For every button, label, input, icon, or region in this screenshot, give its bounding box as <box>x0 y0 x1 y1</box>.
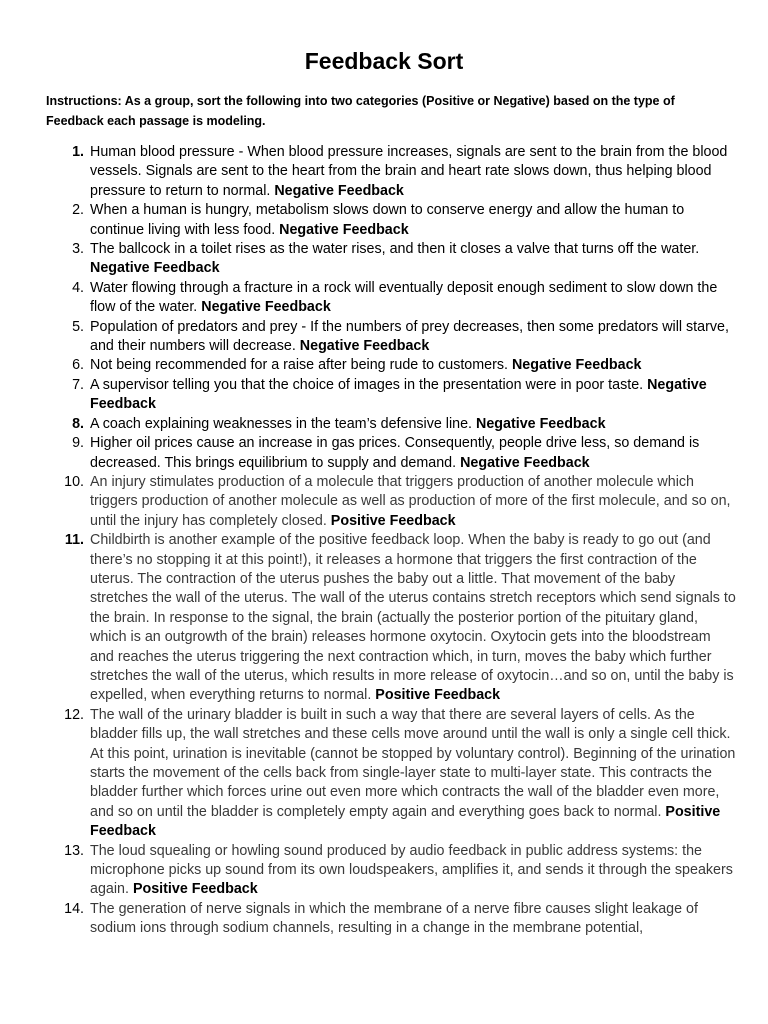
item-number: 11. <box>64 532 84 549</box>
list-item <box>46 376 736 415</box>
feedback-type-label: Negative Feedback <box>201 299 331 316</box>
item-text: Human blood pressure - When blood pressure increases, signals are sent to the brain from the blood vessels. Signals are sent to the heart from the brain and heart rate slows down, thus helping blood pressure to return to normal. <box>90 144 728 199</box>
item-number: 2. <box>72 202 84 219</box>
feedback-type-label: Negative Feedback <box>90 376 707 413</box>
item-number: 9. <box>72 435 84 452</box>
item-text: The ballcock in a toilet rises as the water rises, and then it closes a valve that turns off the water. <box>90 241 700 258</box>
item-text: Higher oil prices cause an increase in gas prices. Consequently, people drive less, so demand is decreased. This brings equilibrium to supply and demand. <box>90 435 700 471</box>
list-item <box>46 434 736 473</box>
feedback-type-label: Negative Feedback <box>299 338 430 355</box>
item-number: 1. <box>72 144 84 160</box>
item-text: The generation of nerve signals in which the membrane of a nerve fibre causes slight leakage of sodium ions through sodium channels, resulting in a change in the membrane potential, <box>90 900 698 937</box>
feedback-type-label: Positive Feedback <box>375 687 501 704</box>
feedback-type-label: Negative Feedback <box>476 415 606 432</box>
item-text: Population of predators and prey - If the numbers of prey decreases, then some predators will starve, and their numbers will decrease. <box>90 318 729 355</box>
item-text: An injury stimulates production of a molecule that triggers production of another molecule which triggers production of another molecule as well as production of more of the first molecule, and so on, until the injury has completely closed. <box>90 473 731 529</box>
item-number: 14. <box>64 900 84 917</box>
list-item <box>46 415 736 434</box>
item-number: 12. <box>64 706 84 723</box>
item-text: The loud squealing or howling sound produced by audio feedback in public address systems: the microphone picks up sound from its own loudspeakers, amplifies it, and sends it through the speakers again. <box>90 842 733 898</box>
list-item <box>46 706 736 842</box>
list-item <box>46 356 736 375</box>
feedback-type-label: Negative Feedback <box>274 182 404 199</box>
item-text: Not being recommended for a raise after being rude to customers. <box>90 357 512 374</box>
list-item <box>46 318 736 357</box>
list-item <box>46 279 736 318</box>
item-text: When a human is hungry, metabolism slows down to conserve energy and allow the human to continue living with less food. <box>90 202 685 238</box>
feedback-type-label: Positive Feedback <box>132 881 258 898</box>
list-item <box>46 143 736 201</box>
page-title: Feedback Sort <box>304 48 464 74</box>
item-number: 4. <box>72 279 84 296</box>
feedback-type-label: Negative Feedback <box>460 454 590 471</box>
feedback-type-label: Positive Feedback <box>90 803 721 840</box>
item-text: Water flowing through a fracture in a rock will eventually deposit enough sediment to slow down the flow of the water. <box>90 279 718 316</box>
item-number: 8. <box>72 415 84 432</box>
feedback-type-label: Negative Feedback <box>90 260 220 277</box>
feedback-type-label: Positive Feedback <box>330 512 456 529</box>
item-text: The wall of the urinary bladder is built in such a way that there are several layers of cells. As the bladder fills up, the wall stretches and these cells move around until the wall is only a single cell thick. At this point, urination is inevitable (cannot be stopped by voluntary control). Beginning of the urination starts the movement of the cells back from single-layer state to multi-layer state. This contracts the bladder further which forces urine out even more which contracts the wall of the bladder even more, and so on until the bladder is completely empty again and everything goes back to normal. <box>90 706 736 820</box>
list-item <box>46 473 736 531</box>
feedback-list <box>46 143 736 939</box>
list-item <box>46 531 736 706</box>
item-number: 5. <box>72 318 84 335</box>
list-item <box>46 201 736 240</box>
item-number: 7. <box>72 376 84 393</box>
item-number: 10. <box>64 473 84 490</box>
item-number: 6. <box>72 357 84 374</box>
item-text: A coach explaining weaknesses in the team’s defensive line. <box>90 415 476 432</box>
item-text: Childbirth is another example of the positive feedback loop. When the baby is ready to go out (and there’s no stopping it at this point!), it releases a hormone that triggers the first contraction of the uterus. The contraction of the uterus pushes the baby out a little. That movement of the baby stretches the wall of the uterus. The wall of the uterus contains stretch receptors which send signals to the brain. In response to the signal, the brain (actually the posterior portion of the pituitary gland, which is an outgrowth of the brain) releases hormone oxytocin. Oxytocin gets into the bloodstream and reaches the uterus triggering the next contraction which, in turn, moves the baby which further stretches the wall of the uterus, which results in more release of oxytocin…and so on, until the baby is expelled, when everything returns to normal. <box>90 532 736 704</box>
instructions-text: Instructions: As a group, sort the following into two categories (Positive or Negative) based on the type of Feedback each passage is modeling. <box>46 94 675 128</box>
feedback-type-label: Negative Feedback <box>279 221 409 238</box>
item-number: 13. <box>64 842 84 859</box>
item-number: 3. <box>72 241 84 258</box>
list-item <box>46 900 736 939</box>
list-item <box>46 240 736 279</box>
feedback-type-label: Negative Feedback <box>511 357 642 374</box>
list-item <box>46 842 736 900</box>
item-text: A supervisor telling you that the choice of images in the presentation were in poor taste. <box>90 376 648 393</box>
